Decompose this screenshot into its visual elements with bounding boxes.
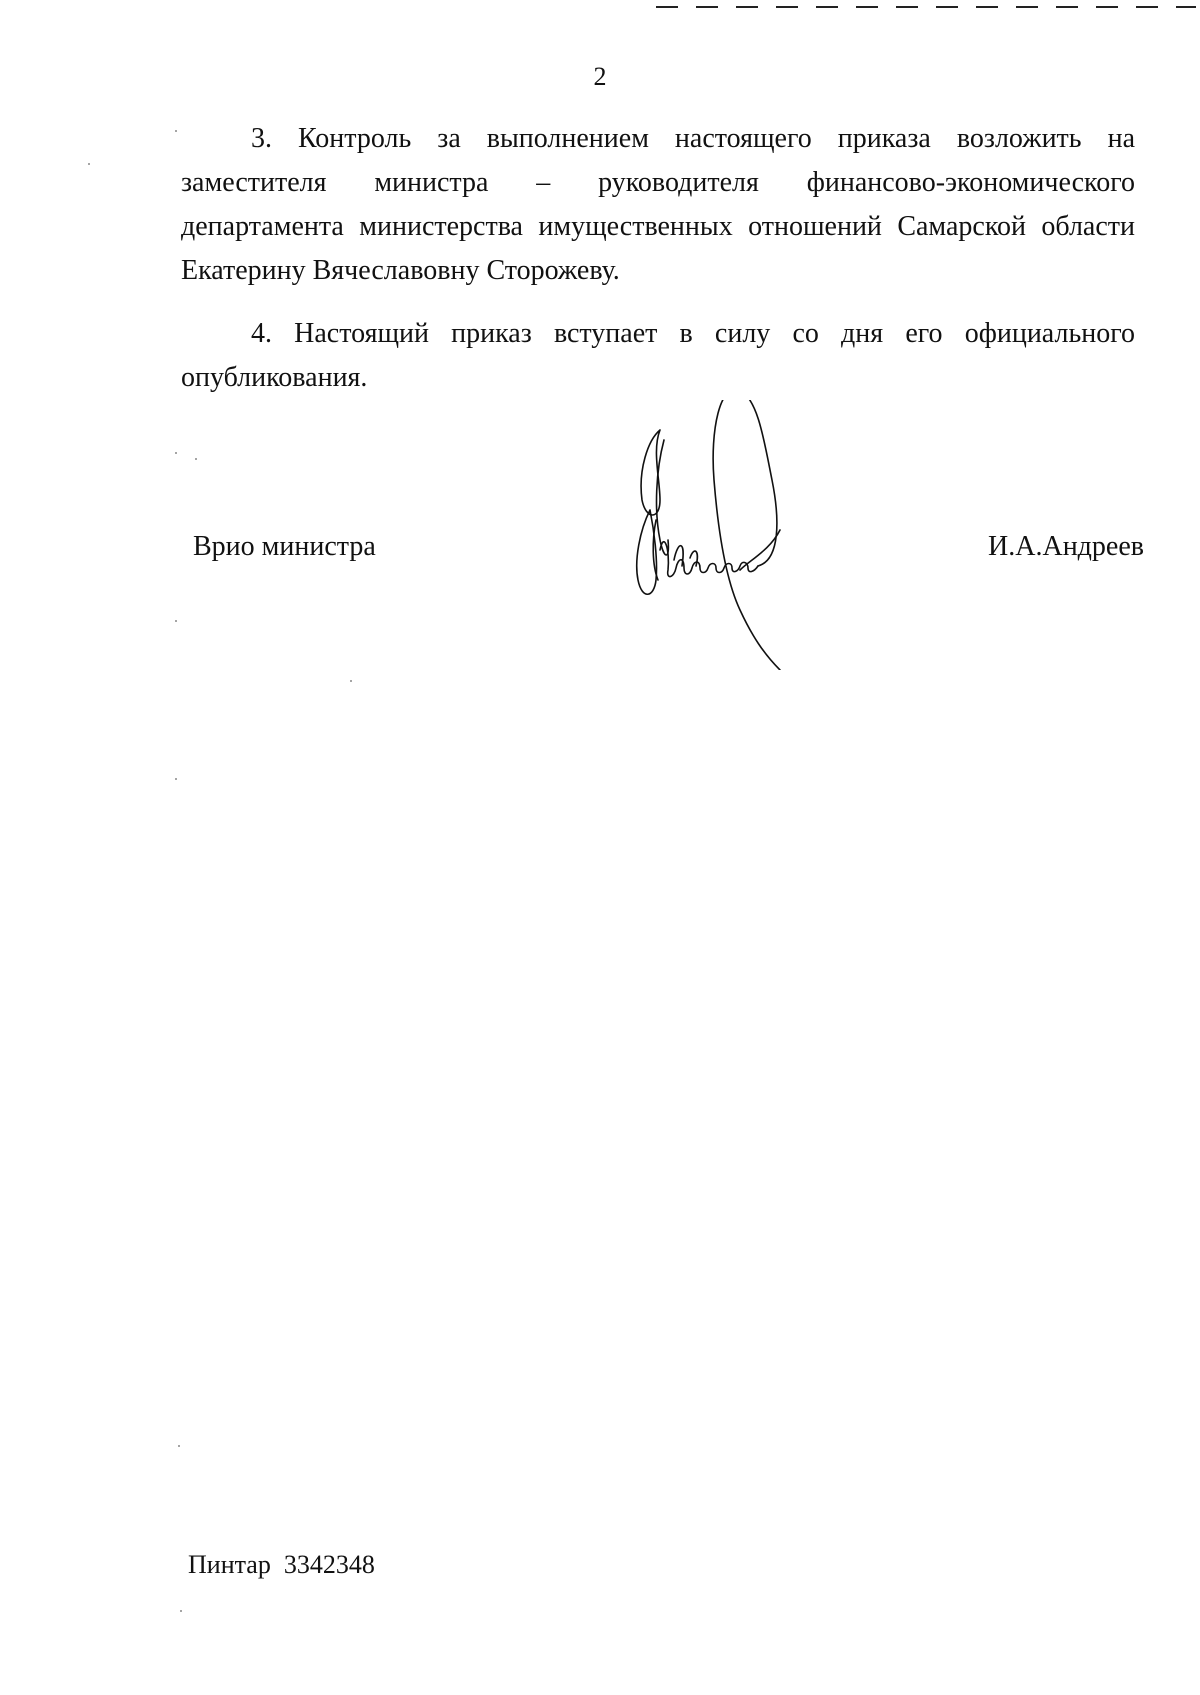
signatory-title: Врио министра xyxy=(193,531,376,562)
page-number: 2 xyxy=(593,62,607,91)
paragraph-3-line: заместителя министра – руководителя финансово-экономического xyxy=(181,167,1135,198)
scan-speck xyxy=(175,130,177,132)
paragraph-3 xyxy=(181,117,1135,293)
scan-speck xyxy=(175,778,177,780)
scan-speck xyxy=(180,1610,182,1612)
scan-speck xyxy=(88,163,90,165)
scan-speck xyxy=(175,452,177,454)
scan-speck xyxy=(195,458,197,460)
paragraph-4 xyxy=(181,312,1135,400)
paragraph-3-line: Екатерину Вячеславовну Сторожеву. xyxy=(181,255,620,286)
paragraph-4-line: 4. Настоящий приказ вступает в силу со дня его официального xyxy=(251,318,1135,349)
scan-speck xyxy=(178,1445,180,1447)
paragraph-3-line: 3. Контроль за выполнением настоящего приказа возложить на xyxy=(251,123,1135,154)
signatory-name: И.А.Андреев xyxy=(988,531,1144,562)
scan-speck xyxy=(350,680,352,682)
paragraph-4-line: опубликования. xyxy=(181,362,368,393)
footer-code: Пинтар 3342348 xyxy=(188,1550,375,1579)
handwritten-signature-icon xyxy=(630,400,830,670)
paragraph-3-line: департамента министерства имущественных отношений Самарской области xyxy=(181,211,1135,242)
scan-speck xyxy=(175,620,177,622)
top-dashed-line xyxy=(598,0,1198,14)
